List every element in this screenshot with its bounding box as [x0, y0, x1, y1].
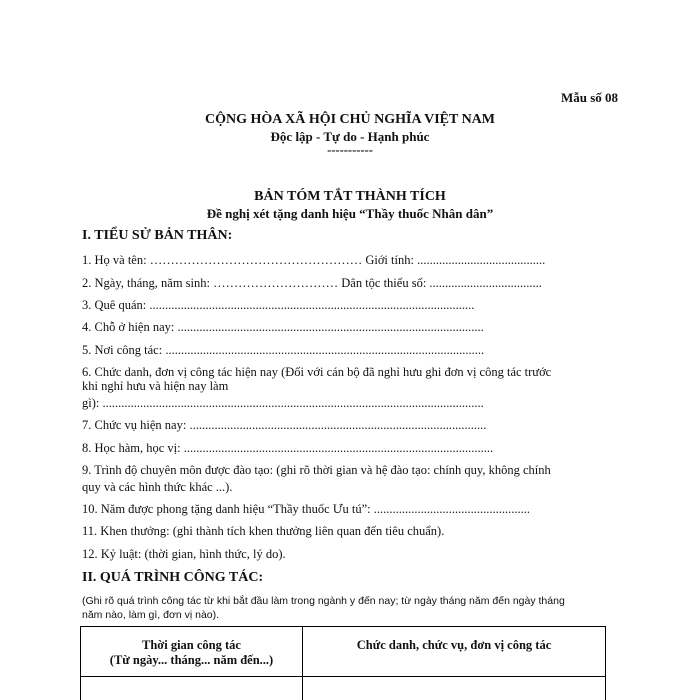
work-history-table	[80, 626, 606, 700]
national-motto: Độc lập - Tự do - Hạnh phúc	[270, 129, 430, 144]
table-cell-position[interactable]	[303, 677, 606, 700]
item-position-line-2: khi nghỉ hưu và hiện nay làm	[82, 379, 229, 393]
table-header-period-line-1: Thời gian công tác	[142, 638, 241, 652]
table-header-position-label: Chức danh, chức vụ, đơn vị công tác	[356, 638, 552, 652]
section-2-note-line-2: năm nào, làm gì, đơn vị nào).	[82, 609, 220, 621]
item-workplace: 5. Nơi công tác: ......................................................................................................	[82, 343, 485, 357]
item-discipline: 12. Kỷ luật: (thời gian, hình thức, lý do).	[82, 547, 286, 561]
item-qualification-line-2: quy và các hình thức khác ...).	[82, 480, 233, 494]
item-current-title: 7. Chức vụ hiện nay: ...............................................................................................	[82, 418, 487, 432]
table-header-period-line-2: (Từ ngày... tháng... năm đến...)	[109, 653, 274, 667]
document-subtitle: Đề nghị xét tặng danh hiệu “Thầy thuốc Nhân dân”	[206, 206, 494, 221]
item-commendations: 11. Khen thưởng: (ghi thành tích khen thưởng liên quan đến tiêu chuẩn).	[82, 524, 445, 538]
header-separator: -----------	[327, 143, 373, 157]
item-previous-award: 10. Năm được phong tặng danh hiệu “Thầy thuốc Ưu tú”: ..................................................	[82, 502, 531, 516]
item-academic-degree: 8. Học hàm, học vị: ...................................................................................................	[82, 441, 494, 455]
table-header-row	[81, 627, 606, 677]
table-header-period	[81, 627, 303, 677]
item-hometown: 3. Quê quán: ........................................................................................................	[82, 298, 475, 312]
section-1-heading: I. TIỂU SỬ BẢN THÂN:	[82, 228, 233, 243]
item-date-of-birth: 2. Ngày, tháng, năm sinh: ………………………… Dân tộc thiểu số: ....................................	[82, 276, 542, 290]
table-header-position	[303, 627, 606, 677]
document-title: BẢN TÓM TẮT THÀNH TÍCH	[254, 189, 446, 204]
form-number: Mẫu số 08	[560, 90, 618, 105]
item-position-line-3: gì): ..........................................................................................................................	[82, 396, 484, 410]
table-cell-period[interactable]	[81, 677, 303, 700]
section-2-note-line-1: (Ghi rõ quá trình công tác từ khi bắt đầu làm trong ngành y đến nay; từ ngày tháng năm đến ngày tháng	[82, 595, 565, 607]
item-residence: 4. Chỗ ở hiện nay: ..................................................................................................	[82, 320, 484, 334]
table-row	[81, 677, 606, 700]
item-full-name: 1. Họ và tên: …………………………………………… Giới tính: .........................................	[82, 253, 546, 267]
item-position-line-1: 6. Chức danh, đơn vị công tác hiện nay (Đối với cán bộ đã nghỉ hưu ghi đơn vị công tác trước	[82, 365, 552, 379]
item-qualification-line-1: 9. Trình độ chuyên môn được đào tạo: (ghi rõ thời gian và hệ đào tạo: chính quy, không chính	[82, 463, 551, 477]
country-name: CỘNG HÒA XÃ HỘI CHỦ NGHĨA VIỆT NAM	[204, 112, 495, 127]
section-2-heading: II. QUÁ TRÌNH CÔNG TÁC:	[82, 570, 264, 585]
